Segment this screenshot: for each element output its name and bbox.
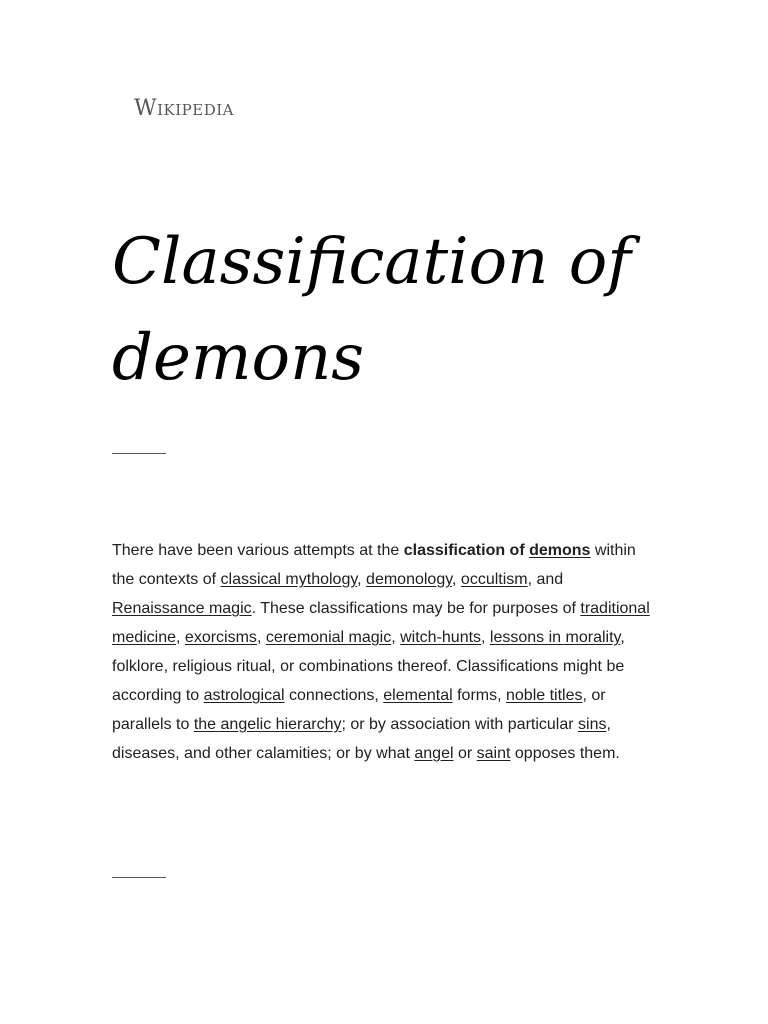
intro-text: , and [527, 571, 564, 588]
link-demonology[interactable]: demonology [366, 571, 453, 588]
link-elemental[interactable]: elemental [383, 687, 453, 704]
intro-paragraph [112, 536, 660, 768]
link-demons[interactable]: demons [529, 542, 591, 559]
link-witch-hunts[interactable]: witch-hunts [400, 629, 482, 646]
intro-text: within the contexts of [112, 542, 636, 588]
link-sins[interactable]: sins [578, 716, 607, 733]
link-angelic-hierarchy[interactable]: the angelic hierarchy [193, 716, 342, 733]
link-traditional-medicine[interactable]: traditional medicine [112, 600, 650, 646]
link-angel[interactable]: angel [414, 745, 454, 762]
intro-text: , diseases, and other calamities; or by what [112, 716, 611, 762]
link-exorcisms[interactable]: exorcisms [184, 629, 257, 646]
intro-text: connections, [284, 687, 384, 704]
intro-text: . These classifications may be for purposes of [251, 600, 581, 617]
link-renaissance-magic[interactable]: Renaissance magic [112, 600, 252, 617]
page-title: Classification of demons [112, 225, 631, 395]
link-classical-mythology[interactable]: classical mythology [220, 571, 358, 588]
intro-text: , or parallels to [112, 687, 606, 733]
wikipedia-wordmark[interactable]: Wikipedia [134, 96, 234, 121]
intro-bold-text: classification of [403, 542, 530, 559]
intro-text: , folklore, religious ritual, or combinations thereof. Classifications might be according to [112, 629, 625, 704]
intro-text: , [176, 629, 185, 646]
intro-text: There have been various attempts at the [112, 542, 404, 559]
link-lessons-in-morality[interactable]: lessons in morality [489, 629, 621, 646]
intro-text: ; or by association with particular [341, 716, 579, 733]
link-occultism[interactable]: occultism [460, 571, 528, 588]
intro-text: , [256, 629, 266, 646]
intro-text: , [357, 571, 367, 588]
intro-text: , [481, 629, 490, 646]
section-divider [112, 877, 166, 878]
link-astrological[interactable]: astrological [203, 687, 285, 704]
intro-text: or [453, 745, 477, 762]
title-divider [112, 453, 166, 454]
link-ceremonial-magic[interactable]: ceremonial magic [265, 629, 392, 646]
intro-text: , [391, 629, 401, 646]
intro-text: opposes them. [510, 745, 620, 762]
link-noble-titles[interactable]: noble titles [506, 687, 583, 704]
intro-text: , [452, 571, 461, 588]
link-saint[interactable]: saint [476, 745, 511, 762]
intro-text: forms, [452, 687, 506, 704]
